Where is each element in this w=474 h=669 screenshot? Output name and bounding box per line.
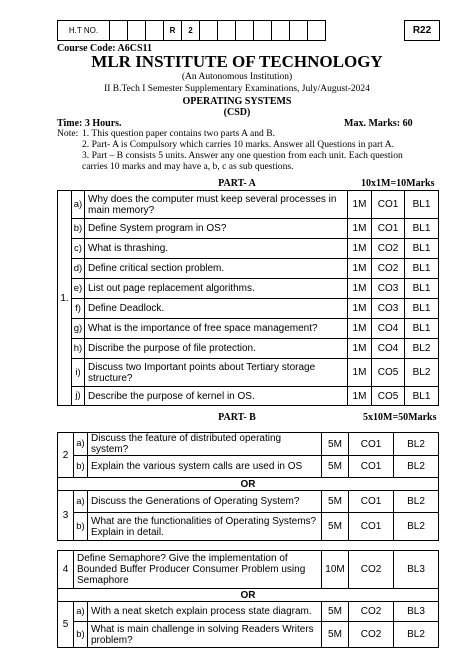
- blooms-level: BL1: [405, 191, 439, 219]
- course-outcome: CO4: [372, 339, 405, 359]
- question-text: Explain the various system calls are used in OS: [88, 456, 322, 478]
- question-marks: 5M: [322, 513, 349, 541]
- or-separator: [58, 478, 439, 491]
- blooms-level: BL2: [394, 456, 439, 478]
- question-text: Define Deadlock.: [85, 299, 348, 319]
- sub-question-label: b): [74, 622, 88, 648]
- exam-title: II B.Tech I Semester Supplementary Examinations, July/August-2024: [104, 84, 370, 94]
- table-row: [58, 319, 439, 339]
- question-text: Discribe the purpose of file protection.: [85, 339, 348, 359]
- part-b-title: PART- B: [218, 412, 256, 423]
- course-outcome: CO3: [372, 279, 405, 299]
- question-marks: 1M: [348, 279, 372, 299]
- course-outcome: CO4: [372, 319, 405, 339]
- blooms-level: BL1: [405, 259, 439, 279]
- blooms-level: BL1: [405, 239, 439, 259]
- question-text: List out page replacement algorithms.: [85, 279, 348, 299]
- sub-question-label: f): [72, 299, 85, 319]
- blooms-level: BL2: [394, 491, 439, 513]
- table-row: [58, 219, 439, 239]
- note-line: 3. Part – B consists 5 units. Answer any one question from each unit. Each question: [82, 150, 403, 161]
- table-row: [58, 339, 439, 359]
- question-number: 4: [58, 551, 74, 589]
- sub-question-label: a): [74, 602, 88, 622]
- course-outcome: CO1: [349, 456, 394, 478]
- sub-question-label: b): [72, 219, 85, 239]
- question-number: 5: [58, 602, 74, 648]
- course-outcome: CO1: [349, 433, 394, 456]
- question-marks: 5M: [322, 456, 349, 478]
- question-marks: 1M: [348, 319, 372, 339]
- course-outcome: CO2: [349, 602, 394, 622]
- sub-question-label: h): [72, 339, 85, 359]
- sub-question-label: i): [72, 359, 85, 387]
- question-text: What is the importance of free space management?: [85, 319, 348, 339]
- sub-question-label: a): [74, 491, 88, 513]
- question-number: 1.: [58, 191, 72, 406]
- question-marks: 1M: [348, 219, 372, 239]
- question-text: What are the functionalities of Operating Systems? Explain in detail.: [88, 513, 322, 541]
- course-outcome: CO2: [372, 259, 405, 279]
- question-marks: 1M: [348, 339, 372, 359]
- question-text: Discuss the Generations of Operating System?: [88, 491, 322, 513]
- sub-question-label: a): [72, 191, 85, 219]
- blooms-level: BL1: [405, 299, 439, 319]
- table-row: [58, 513, 439, 541]
- note-label: Note:: [57, 128, 79, 139]
- course-outcome: CO2: [349, 551, 394, 589]
- sub-question-label: a): [74, 433, 88, 456]
- exam-time: Time: 3 Hours.: [57, 118, 122, 129]
- question-text: Define Semaphore? Give the implementation of Bounded Buffer Producer Consumer Problem using Semaphore: [74, 551, 322, 589]
- course-outcome: CO2: [349, 622, 394, 648]
- ht-cell: [146, 21, 164, 41]
- or-separator: [58, 589, 439, 602]
- ht-cell: [128, 21, 146, 41]
- branch-label: (CSD): [223, 107, 251, 118]
- part-b-table: [57, 432, 439, 648]
- or-label: OR: [58, 478, 439, 491]
- question-marks: 1M: [348, 387, 372, 406]
- blooms-level: BL2: [394, 622, 439, 648]
- course-outcome: CO3: [372, 299, 405, 319]
- question-text: What is thrashing.: [85, 239, 348, 259]
- question-text: Discuss the feature of distributed operating system?: [88, 433, 322, 456]
- question-marks: 1M: [348, 299, 372, 319]
- blooms-level: BL1: [405, 279, 439, 299]
- course-outcome: CO1: [349, 491, 394, 513]
- course-code: Course Code: A6CS11: [57, 43, 153, 54]
- subject-title: OPERATING SYSTEMS: [182, 96, 292, 107]
- question-number: 2: [58, 433, 74, 478]
- institute-name: MLR INSTITUTE OF TECHNOLOGY: [91, 52, 383, 71]
- note-line: 2. Part- A is Compulsory which carries 10 marks. Answer all Questions in part A.: [82, 139, 395, 150]
- hall-ticket-number-boxes: [57, 20, 326, 41]
- question-marks: 1M: [348, 239, 372, 259]
- table-row: [58, 279, 439, 299]
- ht-cell: R: [164, 21, 182, 41]
- blooms-level: BL2: [394, 513, 439, 541]
- course-outcome: CO5: [372, 359, 405, 387]
- regulation-box: R22: [404, 20, 440, 41]
- question-text: Define System program in OS?: [85, 219, 348, 239]
- table-row: [58, 191, 439, 219]
- question-marks: 10M: [322, 551, 349, 589]
- question-text: With a neat sketch explain process state diagram.: [88, 602, 322, 622]
- ht-cell: [272, 21, 290, 41]
- ht-cell: [254, 21, 272, 41]
- sub-question-label: j): [72, 387, 85, 406]
- question-text: Define critical section problem.: [85, 259, 348, 279]
- part-a-table: [57, 190, 439, 406]
- table-row: [58, 491, 439, 513]
- blooms-level: BL3: [394, 602, 439, 622]
- ht-cell: [236, 21, 254, 41]
- question-text: Describe the purpose of kernel in OS.: [85, 387, 348, 406]
- table-row: [58, 359, 439, 387]
- ht-cell: [218, 21, 236, 41]
- question-number: 3: [58, 491, 74, 541]
- course-outcome: CO1: [372, 191, 405, 219]
- autonomous-label: (An Autonomous Institution): [181, 72, 293, 82]
- question-marks: 5M: [322, 622, 349, 648]
- ht-cell: [290, 21, 308, 41]
- question-text: What is main challenge in solving Readers Writers problem?: [88, 622, 322, 648]
- max-marks: Max. Marks: 60: [344, 118, 413, 129]
- table-row: [58, 602, 439, 622]
- blooms-level: BL2: [394, 433, 439, 456]
- note-line: 1. This question paper contains two parts A and B.: [82, 128, 276, 139]
- table-row: [58, 433, 439, 456]
- question-text: Why does the computer must keep several processes in main memory?: [85, 191, 348, 219]
- blooms-level: BL1: [405, 219, 439, 239]
- blooms-level: BL2: [405, 359, 439, 387]
- course-outcome: CO5: [372, 387, 405, 406]
- blooms-level: BL1: [405, 387, 439, 406]
- table-row: [58, 551, 439, 589]
- question-marks: 1M: [348, 359, 372, 387]
- course-outcome: CO1: [372, 219, 405, 239]
- course-outcome: CO2: [372, 239, 405, 259]
- sub-question-label: e): [72, 279, 85, 299]
- part-a-marks: 10x1M=10Marks: [361, 178, 435, 189]
- table-row: [58, 456, 439, 478]
- spacer-cell: [58, 541, 439, 551]
- table-row: [58, 259, 439, 279]
- or-label: OR: [58, 589, 439, 602]
- table-row: [58, 239, 439, 259]
- ht-cell: [308, 21, 326, 41]
- sub-question-label: g): [72, 319, 85, 339]
- question-text: Discuss two Important points about Tertiary storage structure?: [85, 359, 348, 387]
- note-line: carries 10 marks and may have a, b, c as sub questions.: [82, 161, 294, 172]
- sub-question-label: d): [72, 259, 85, 279]
- part-a-title: PART- A: [218, 178, 256, 189]
- part-b-marks: 5x10M=50Marks: [363, 412, 437, 423]
- blooms-level: BL3: [394, 551, 439, 589]
- question-marks: 5M: [322, 433, 349, 456]
- ht-no-label: H.T NO.: [58, 21, 110, 41]
- blooms-level: BL2: [405, 339, 439, 359]
- table-row: [58, 299, 439, 319]
- table-row: [58, 622, 439, 648]
- spacer-row: [58, 541, 439, 551]
- sub-question-label: c): [72, 239, 85, 259]
- ht-cell: [200, 21, 218, 41]
- course-outcome: CO1: [349, 513, 394, 541]
- ht-cell: 2: [182, 21, 200, 41]
- question-marks: 5M: [322, 491, 349, 513]
- question-marks: 5M: [322, 602, 349, 622]
- sub-question-label: b): [74, 456, 88, 478]
- blooms-level: BL1: [405, 319, 439, 339]
- ht-cell: [110, 21, 128, 41]
- table-row: [58, 387, 439, 406]
- question-marks: 1M: [348, 191, 372, 219]
- sub-question-label: b): [74, 513, 88, 541]
- question-marks: 1M: [348, 259, 372, 279]
